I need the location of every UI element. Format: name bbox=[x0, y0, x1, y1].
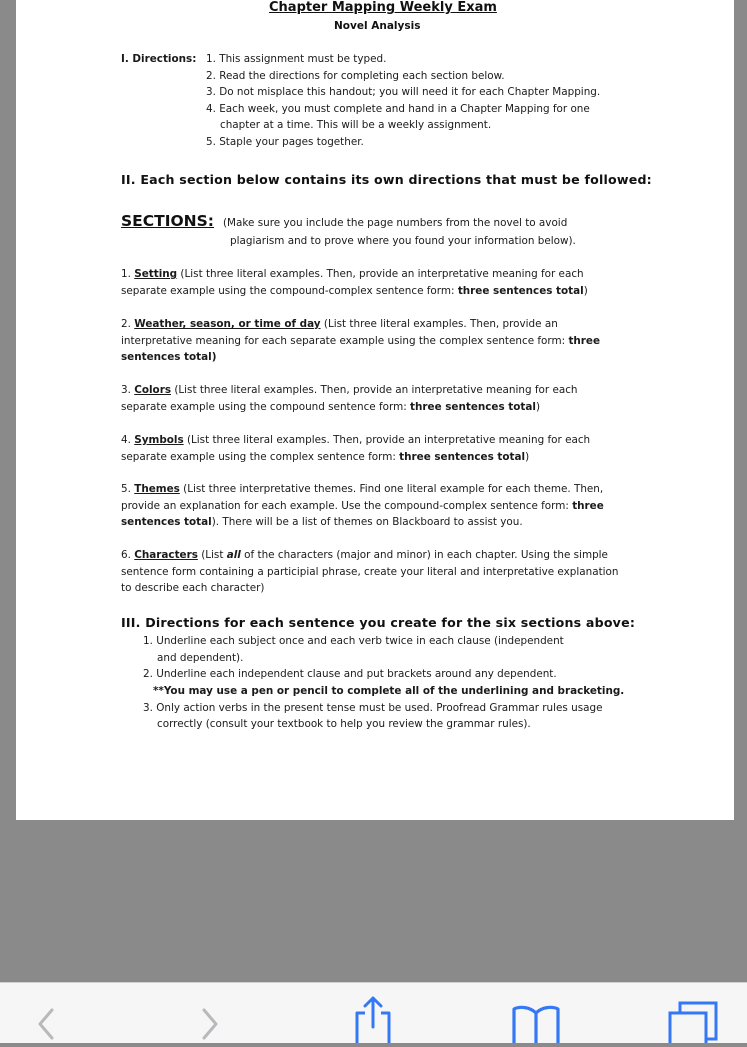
part3-line: correctly (consult your textbook to help you review the grammar rules). bbox=[157, 718, 531, 730]
doc-subtitle: Novel Analysis bbox=[334, 20, 421, 32]
tabs-icon[interactable] bbox=[662, 983, 722, 1043]
directions-label: I. Directions: bbox=[121, 53, 197, 65]
part2-heading: II. Each section below contains its own directions that must be followed: bbox=[121, 172, 652, 187]
sections-intro-line: plagiarism and to prove where you found your information below). bbox=[230, 235, 576, 247]
direction-item: 1. This assignment must be typed. bbox=[206, 53, 387, 65]
direction-item: 5. Staple your pages together. bbox=[206, 136, 364, 148]
section-name: Characters bbox=[134, 549, 198, 561]
section-setting: 1. Setting (List three literal examples. Then, provide an interpretative meaning for each separate example using the compound-complex sentence form: three sentences total) bbox=[121, 268, 588, 297]
section-name: Weather, season, or time of day bbox=[134, 318, 321, 330]
direction-item: chapter at a time. This will be a weekly assignment. bbox=[220, 119, 492, 131]
section-colors: 3. Colors (List three literal examples. Then, provide an interpretative meaning for each separate example using the compound sentence form: three sentences total) bbox=[121, 384, 578, 413]
section-name: Setting bbox=[134, 268, 178, 280]
sections-intro-line: (Make sure you include the page numbers from the novel to avoid bbox=[223, 217, 568, 229]
part3-line: 2. Underline each independent clause and put brackets around any dependent. bbox=[143, 668, 557, 680]
part3-note: **You may use a pen or pencil to complete all of the underlining and bracketing. bbox=[153, 685, 625, 697]
section-symbols: 4. Symbols (List three literal examples. Then, provide an interpretative meaning for each separate example using the complex sentence form: three sentences total) bbox=[121, 434, 591, 463]
part3-heading: III. Directions for each sentence you create for the six sections above: bbox=[121, 615, 636, 630]
section-name: Themes bbox=[134, 483, 180, 495]
section-name: Colors bbox=[134, 384, 172, 396]
document-page bbox=[16, 0, 734, 820]
share-icon[interactable] bbox=[343, 983, 403, 1043]
browser-toolbar bbox=[0, 982, 747, 1043]
bookmarks-icon[interactable] bbox=[506, 983, 566, 1043]
sections-label: SECTIONS: bbox=[121, 212, 214, 230]
section-weather: 2. Weather, season, or time of day (List three literal examples. Then, provide an interpretative meaning for each separate example using the complex sentence form: three sentences total) bbox=[121, 318, 601, 363]
forward-icon[interactable] bbox=[180, 983, 240, 1043]
part3-line: 1. Underline each subject once and each verb twice in each clause (independent bbox=[143, 635, 564, 647]
part3-line: and dependent). bbox=[157, 652, 244, 664]
back-icon[interactable] bbox=[16, 983, 76, 1043]
part3-line: 3. Only action verbs in the present tense must be used. Proofread Grammar rules usage bbox=[143, 702, 603, 714]
direction-item: 3. Do not misplace this handout; you will need it for each Chapter Mapping. bbox=[206, 86, 601, 98]
doc-title: Chapter Mapping Weekly Exam bbox=[269, 0, 497, 15]
section-name: Symbols bbox=[134, 434, 184, 446]
direction-item: 4. Each week, you must complete and hand in a Chapter Mapping for one bbox=[206, 103, 590, 115]
direction-item: 2. Read the directions for completing each section below. bbox=[206, 70, 505, 82]
section-characters: 6. Characters (List all of the characters (major and minor) in each chapter. Using the simple sentence form containing a participial phrase, create your literal and interpretative explanation to describe each character) bbox=[121, 549, 619, 594]
section-themes: 5. Themes (List three interpretative themes. Find one literal example for each theme. Then, provide an explanation for each example. Use the compound-complex sentence form: three sentences total). There will be a list of themes on Blackboard to assist you. bbox=[121, 483, 604, 528]
